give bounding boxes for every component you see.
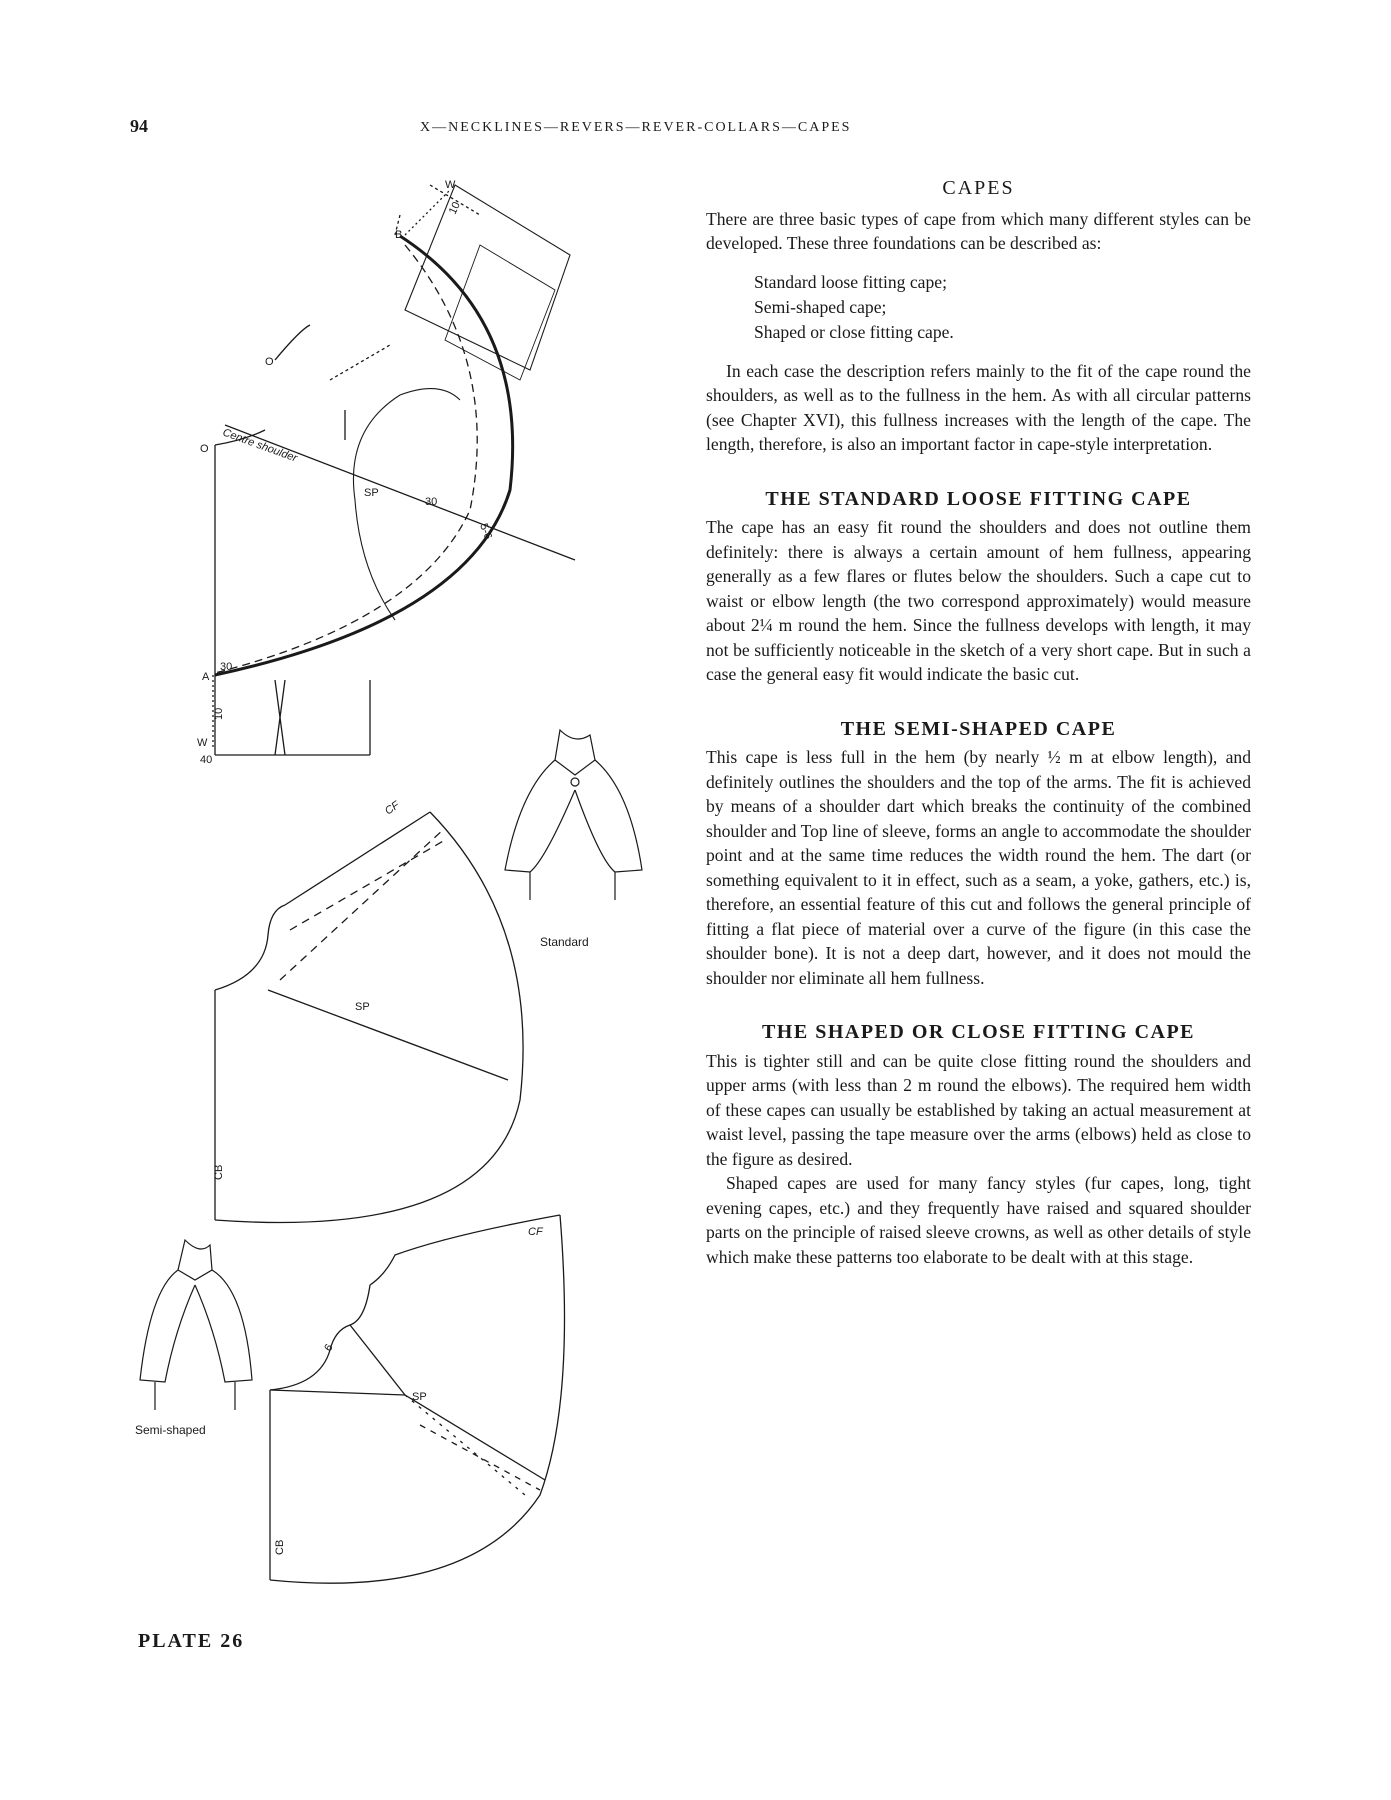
figure-label: CB bbox=[213, 1164, 225, 1180]
draft1-labels bbox=[197, 179, 494, 766]
figure-label: 30 bbox=[220, 661, 233, 673]
page-number: 94 bbox=[130, 116, 148, 136]
draft-semi-shaped bbox=[215, 812, 523, 1223]
section-paragraph: This is tighter still and can be quite close fitting round the shoulders and upper arms (with less than 2 m round the elbows). The required hem width of these capes can usually be established by taking an actual measurement at waist level, passing the tape measure over the arms (elbows) held as close to the figure as desired. bbox=[706, 1050, 1251, 1169]
neck-curve-upper bbox=[275, 325, 310, 360]
text-column bbox=[706, 168, 1251, 1269]
figure-label: 40 bbox=[200, 754, 213, 766]
figure-label: CB bbox=[274, 1539, 286, 1555]
figure-label: 6 bbox=[322, 1342, 336, 1354]
armhole-block bbox=[405, 185, 570, 370]
standard-caption: Standard bbox=[540, 935, 589, 949]
section-paragraph: Shaped capes are used for many fancy styles (fur capes, long, tight evening capes, etc.) and they frequently have raised and squared shoulder parts on the principle of raised sleeve crowns, as well as other details of style which make these patterns too elaborate to be dealt with at this stage. bbox=[706, 1173, 1251, 1267]
figure-label: A bbox=[202, 671, 210, 683]
figure-label: O bbox=[200, 443, 209, 455]
figure-label: O bbox=[265, 356, 274, 368]
hem-curve-solid bbox=[215, 236, 513, 675]
draft-standard-construction bbox=[213, 185, 575, 755]
intro-paragraph-2: In each case the description refers mainly to the fit of the cape round the shoulders, as well as to the fullness in the hem. As with all circular patterns (see Chapter XVI), this fullness increases with the length of the cape. The length, therefore, is also an important factor in cape-style interpretation. bbox=[706, 360, 1251, 454]
section-paragraph: This cape is less full in the hem (by nearly ½ m at elbow length), and definitely outlines the shoulders and the top of the arms. The fit is achieved by means of a shoulder dart which breaks the continuity of the combined shoulder and Top line of sleeve, forms an angle to accommodate the shoulder point and at the same time reduces the width round the hem. The dart (or something equivalent to it in effect, such as a seam, a yoke, gathers, etc.) is, therefore, an essential feature of this cut and follows the general principle of fitting a flat piece of material over a curve of the figure (in this case the shoulder bone). It is not a deep dart, however, and it does not mould the shoulder nor eliminate all hem fullness. bbox=[706, 747, 1251, 988]
figure-label: B bbox=[395, 229, 403, 241]
cape-type-item: Standard loose fitting cape; bbox=[754, 271, 947, 292]
plate-label: PLATE 26 bbox=[138, 1630, 245, 1652]
section-heading: THE SHAPED OR CLOSE FITTING CAPE bbox=[761, 1021, 1196, 1043]
cape-type-item: Semi-shaped cape; bbox=[754, 296, 887, 317]
figure-label: CF bbox=[382, 799, 402, 818]
draft2-labels bbox=[213, 798, 403, 1180]
cape-type-item: Shaped or close fitting cape. bbox=[754, 321, 954, 342]
figure-label: Centre shoulder bbox=[220, 426, 299, 465]
semi-shaped-caption: Semi-shaped bbox=[135, 1423, 206, 1437]
figure-label: SP bbox=[412, 1391, 427, 1403]
figure-label: 10 bbox=[213, 707, 225, 720]
dart-line bbox=[350, 1325, 405, 1395]
figure-label: SP bbox=[355, 1001, 370, 1013]
figure-label: CF bbox=[528, 1226, 543, 1238]
draft3-labels bbox=[274, 1226, 544, 1555]
running-head: X—NECKLINES—REVERS—REVER-COLLARS—CAPES bbox=[420, 120, 852, 135]
figure-label: 5-6 bbox=[477, 521, 494, 541]
hem-curve bbox=[215, 812, 523, 1223]
sketch-standard-cape bbox=[505, 730, 642, 900]
hem-curve-dashed bbox=[215, 245, 477, 673]
figure-label: SP bbox=[364, 487, 379, 499]
intro-paragraph: There are three basic types of cape from which many different styles can be developed. These three foundations can be described as: bbox=[706, 208, 1251, 253]
section-heading: THE SEMI-SHAPED CAPE bbox=[840, 717, 1117, 740]
figure-label: W bbox=[197, 737, 208, 749]
figure-label: 10 bbox=[446, 200, 463, 217]
figure-label: 30 bbox=[425, 496, 438, 508]
pattern-drafts-figure bbox=[0, 0, 700, 1600]
section-heading: THE STANDARD LOOSE FITTING CAPE bbox=[765, 487, 1192, 510]
sketch-semi-shaped-cape bbox=[140, 1240, 252, 1410]
article-title: CAPES bbox=[942, 177, 1015, 199]
neckline bbox=[215, 905, 285, 990]
section-paragraph: The cape has an easy fit round the shoulders and does not outline them definitely: there is always a certain amount of hem fullness, appearing generally as a few flares or flutes below the shoulders. Such a cape cut to waist or elbow length (the two correspond approximately) would measure about 2¼ m round the hem. Since the fullness develops with length, it may not be sufficiently noticeable in the sketch of a very short cape. But in such a case the general easy fit would indicate the basic cut. bbox=[706, 517, 1251, 684]
figure-label: W bbox=[445, 179, 456, 191]
shoulder-line bbox=[268, 990, 508, 1080]
cape-types-list bbox=[754, 270, 1251, 345]
